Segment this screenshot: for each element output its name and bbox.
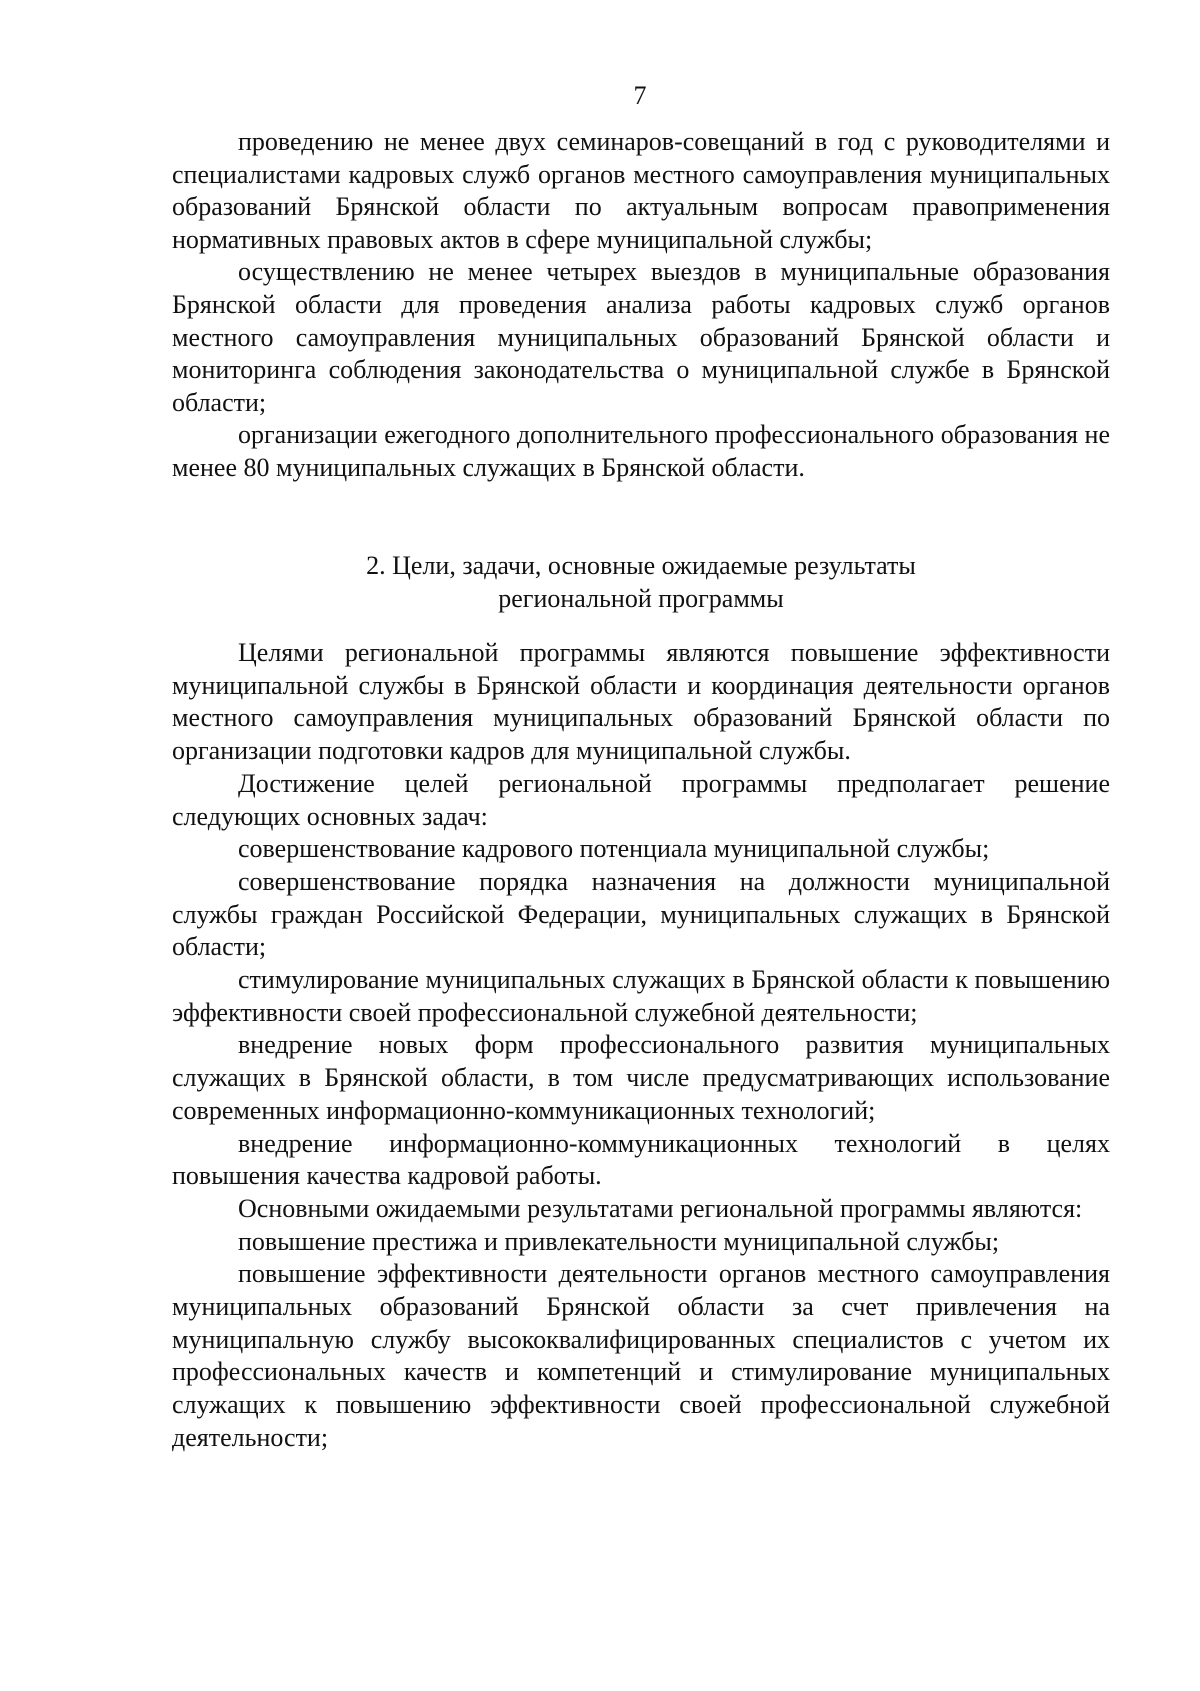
paragraph: повышение престижа и привлекательности муниципальной службы; [238,1226,1000,1256]
paragraph: совершенствование кадрового потенциала муниципальной службы; [238,834,990,864]
paragraph: внедрение новых форм профессионального развития муниципальных служащих в Брянской области, в том числе предусматривающих использование современных информационно-коммуникационных технологий; [172,1030,1110,1125]
section-heading [172,549,1110,615]
section-text-block [172,637,1110,1455]
section-heading-line: 2. Цели, задачи, основные ожидаемые результаты [366,551,916,580]
paragraph: Целями региональной программы являются повышение эффективности муниципальной службы в Брянской области и координация деятельности органов местного самоуправления муниципальных образований Брянской области по организации подготовки кадров для муниципальной службы. [172,638,1110,766]
paragraph: осуществлению не менее четырех выездов в муниципальные образования Брянской области для проведения анализа работы кадровых служб органов местного самоуправления муниципальных образований Брянской области и мониторинга соблюдения законодательства о муниципальной службе в Брянской области; [172,257,1110,417]
page-number: 7 [633,81,647,110]
paragraph: внедрение информационно-коммуникационных технологий в целях повышения качества кадровой работы. [172,1128,1110,1191]
paragraph: проведению не менее двух семинаров-совещаний в год с руководителями и специалистами кадровых служб органов местного самоуправления муниципальных образований Брянской области по актуальным вопросам правоприменения нормативных правовых актов в сфере муниципальной службы; [172,127,1110,254]
paragraph: Основными ожидаемыми результатами региональной программы являются: [238,1193,1083,1223]
paragraph: совершенствование порядка назначения на должности муниципальной службы граждан Российской Федерации, муниципальных служащих в Брянской области; [172,866,1110,962]
paragraph: повышение эффективности деятельности органов местного самоуправления муниципальных образований Брянской области за счет привлечения на муниципальную службу высококвалифицированных специалистов с учетом их профессиональных качеств и компетенций и стимулирование муниципальных служащих к повышению эффективности своей профессиональной служебной деятельности; [172,1259,1110,1452]
paragraph: организации ежегодного дополнительного профессионального образования не менее 80 муниципальных служащих в Брянской области. [172,420,1110,482]
paragraph: стимулирование муниципальных служащих в Брянской области к повышению эффективности своей профессиональной служебной деятельности; [172,965,1110,1027]
section-heading-line: региональной программы [498,584,784,613]
paragraph: Достижение целей региональной программы предполагает решение следующих основных задач: [172,768,1110,831]
intro-text-block [172,126,1110,485]
